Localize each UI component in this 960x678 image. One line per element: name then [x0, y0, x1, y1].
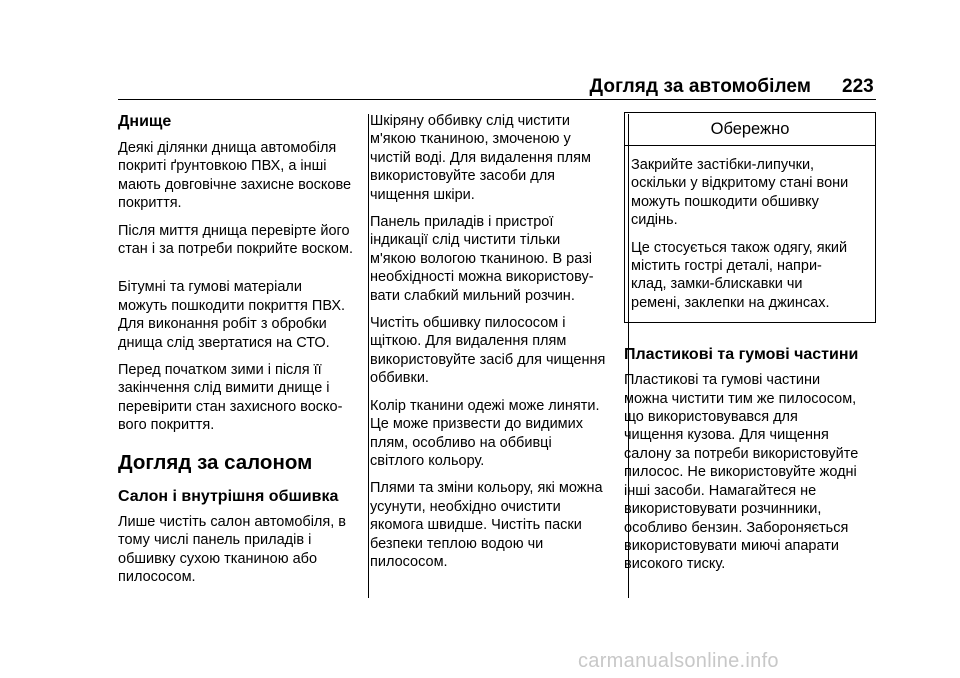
middle-column	[370, 112, 620, 571]
instrument-panel-paragraph: Панель приладів і пристрої індикації слід чистити тільки м'якою вологою тканиною. В разі необхідності можна використову- вати слабкий мильний розчин.	[370, 214, 594, 304]
header-rule	[118, 99, 876, 100]
left-column	[118, 112, 358, 586]
underbody-paragraph-4: Перед початком зими і після її закінчення слід вимити днище і перевірити стан захисного воско- вого покриття.	[118, 362, 343, 434]
caution-paragraph-1: Закрийте застібки-липучки, оскільки у відкритому стані вони можуть пошкодити обшивку сидінь.	[631, 157, 849, 229]
plastic-parts-heading: Пластикові та гумові частини	[624, 346, 859, 364]
column-divider	[368, 114, 369, 598]
interior-care-heading: Догляд за салоном	[118, 450, 313, 474]
header-title: Догляд за автомобілем	[589, 76, 811, 97]
stains-paragraph: Плями та зміни кольору, які можна усунути, необхідно очистити якомога швидше. Чистіть паски безпеки теплою водою чи пилососом.	[370, 480, 603, 570]
caution-body	[625, 146, 875, 322]
caution-title: Обережно	[625, 113, 875, 146]
upholstery-heading: Салон і внутрішня обшивка	[118, 487, 339, 505]
underbody-paragraph-1: Деякі ділянки днища автомобіля покриті ґрунтовкою ПВХ, а інші мають довговічне захисне воскове покриття.	[118, 140, 352, 212]
caution-paragraph-2: Це стосується також одягу, який містить гострі деталі, напри- клад, замки-блискавки чи ремені, заклепки на джинсах.	[631, 239, 848, 311]
watermark: carmanualsonline.info	[578, 650, 779, 672]
page-number: 223	[842, 76, 874, 97]
right-column	[620, 112, 878, 574]
fabric-color-paragraph: Колір тканини одежі може линяти. Це може призвести до видимих плям, особливо на оббивці світлого кольору.	[370, 397, 600, 469]
underbody-heading: Днище	[118, 113, 172, 130]
leather-paragraph: Шкіряну оббивку слід чистити м'якою тканиною, змоченою у чистій воді. Для видалення плям використовуйте засоби для чищення шкіри.	[370, 113, 591, 203]
vacuum-paragraph: Чистіть обшивку пилососом і щіткою. Для видалення плям використовуйте засіб для чищення оббивки.	[370, 315, 606, 387]
underbody-paragraph-3: Бітумні та гумові матеріали можуть пошкодити покриття ПВХ. Для виконання робіт з обробки днища слід звертатися на СТО.	[118, 279, 346, 351]
caution-box	[624, 112, 876, 323]
upholstery-paragraph: Лише чистіть салон автомобіля, в тому числі панель приладів і обшивку сухою тканиною або пилососом.	[118, 513, 346, 585]
plastic-parts-paragraph: Пластикові та гумові частини можна чистити тим же пилососом, що використовувався для чищення кузова. Для чищення салону за потреби використовуйте пилосос. Не використовуйте жодні інші засоби. Намагайтеся не використовувати розчинники, особливо бензин. Забороняється використовувати миючі апарати високого тиску.	[624, 372, 859, 573]
underbody-paragraph-2: Після миття днища перевірте його стан і за потреби покрийте воском.	[118, 222, 353, 258]
